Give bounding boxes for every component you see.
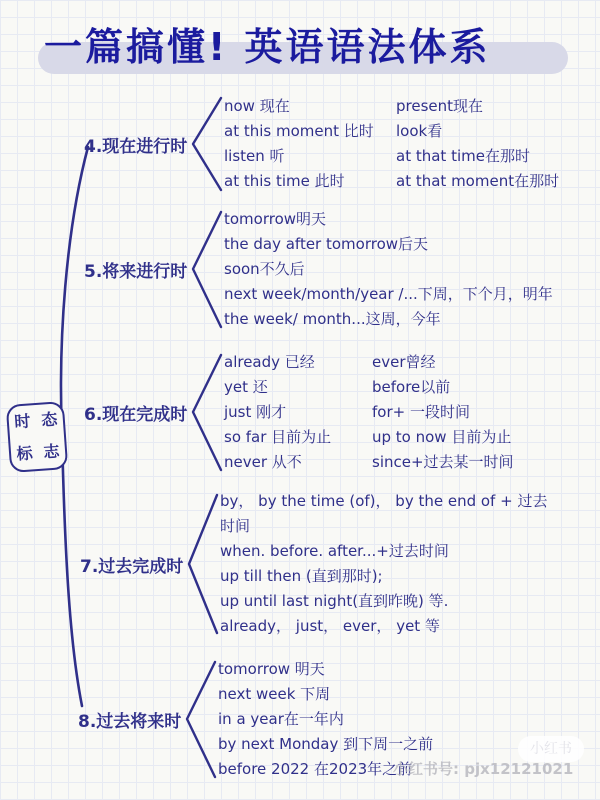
leaf-item: next week/month/year /...下周，下个月，明年 xyxy=(224,285,553,303)
leaf-item: the day after tomorrow后天 xyxy=(224,235,429,253)
root-char: 标 xyxy=(15,443,34,464)
branch-label: 6.现在完成时 xyxy=(84,405,188,425)
branch-bracket xyxy=(182,657,218,782)
leaf-item: soon不久后 xyxy=(224,260,305,278)
leaf-item: up to now 目前为止 xyxy=(372,428,512,446)
leaf-item: just 刚才 xyxy=(224,403,287,421)
leaf-item: at that moment在那时 xyxy=(396,172,560,190)
leaf-item: at this time 此时 xyxy=(224,172,345,190)
leaf-item: when. before. after...+过去时间 xyxy=(220,542,449,560)
leaf-item: present现在 xyxy=(396,97,484,115)
leaf-item: before 2022 在2023年之前 xyxy=(218,760,413,778)
branch-label: 4.现在进行时 xyxy=(84,136,188,157)
leaf-item: never 从不 xyxy=(224,453,302,471)
leaf-item: the week/ month...这周，今年 xyxy=(224,310,441,328)
leaf-item: since+过去某一时间 xyxy=(372,453,514,471)
leaf-item: tomorrow 明天 xyxy=(218,660,325,678)
page-title-wrap xyxy=(38,14,572,74)
branch-bracket xyxy=(188,94,224,194)
leaf-item: next week 下周 xyxy=(218,685,331,703)
leaf-item: up till then (直到那时); xyxy=(220,567,383,585)
xiaohongshu-badge: 小红书 xyxy=(518,736,584,762)
leaf-item: at this moment 比时 xyxy=(224,122,374,140)
leaf-item: so far 目前为止 xyxy=(224,428,332,446)
watermark-account: 小红书号: pjx12121021 xyxy=(393,760,574,778)
branch-label: 7.过去完成时 xyxy=(80,556,184,577)
branch-past-perfect xyxy=(80,489,547,639)
leaf-item: already 已经 xyxy=(224,353,315,371)
root-char: 态 xyxy=(40,409,58,430)
leaf-item: already， just， ever， yet 等 xyxy=(220,617,440,635)
leaf-item: up until last night(直到昨晚) 等. xyxy=(220,592,449,610)
branch-present-perfect xyxy=(84,350,514,475)
branch-bracket xyxy=(184,490,220,638)
leaf-item: in a year在一年内 xyxy=(218,710,344,728)
branch-present-continuous xyxy=(84,94,559,194)
branch-label: 8.过去将来时 xyxy=(78,712,182,732)
root-node-tense-markers xyxy=(6,401,69,473)
leaf-item: listen 听 xyxy=(224,147,285,165)
leaf-item: by next Monday 到下周一之前 xyxy=(218,735,434,753)
leaf-item: tomorrow明天 xyxy=(224,210,327,228)
leaf-item: 时间 xyxy=(220,517,251,535)
leaf-item: before以前 xyxy=(372,378,451,396)
branch-future-continuous xyxy=(84,207,553,332)
leaf-item: at that time在那时 xyxy=(396,147,530,165)
leaf-item: yet 还 xyxy=(224,378,268,396)
leaf-item: ever曾经 xyxy=(372,353,436,371)
root-char: 志 xyxy=(42,441,61,462)
branch-label: 5.将来进行时 xyxy=(84,262,188,282)
branch-bracket xyxy=(188,207,224,332)
leaf-item: for+ 一段时间 xyxy=(372,403,470,421)
branch-bracket xyxy=(188,350,224,475)
leaf-item: look看 xyxy=(396,122,443,140)
branch-future-in-past xyxy=(78,657,433,782)
root-char: 时 xyxy=(13,411,32,432)
page-title: 一篇搞懂! 英语语法体系 xyxy=(44,25,491,69)
leaf-item: now 现在 xyxy=(224,97,290,115)
leaf-item: by， by the time (of)， by the end of + 过去 xyxy=(220,492,548,510)
